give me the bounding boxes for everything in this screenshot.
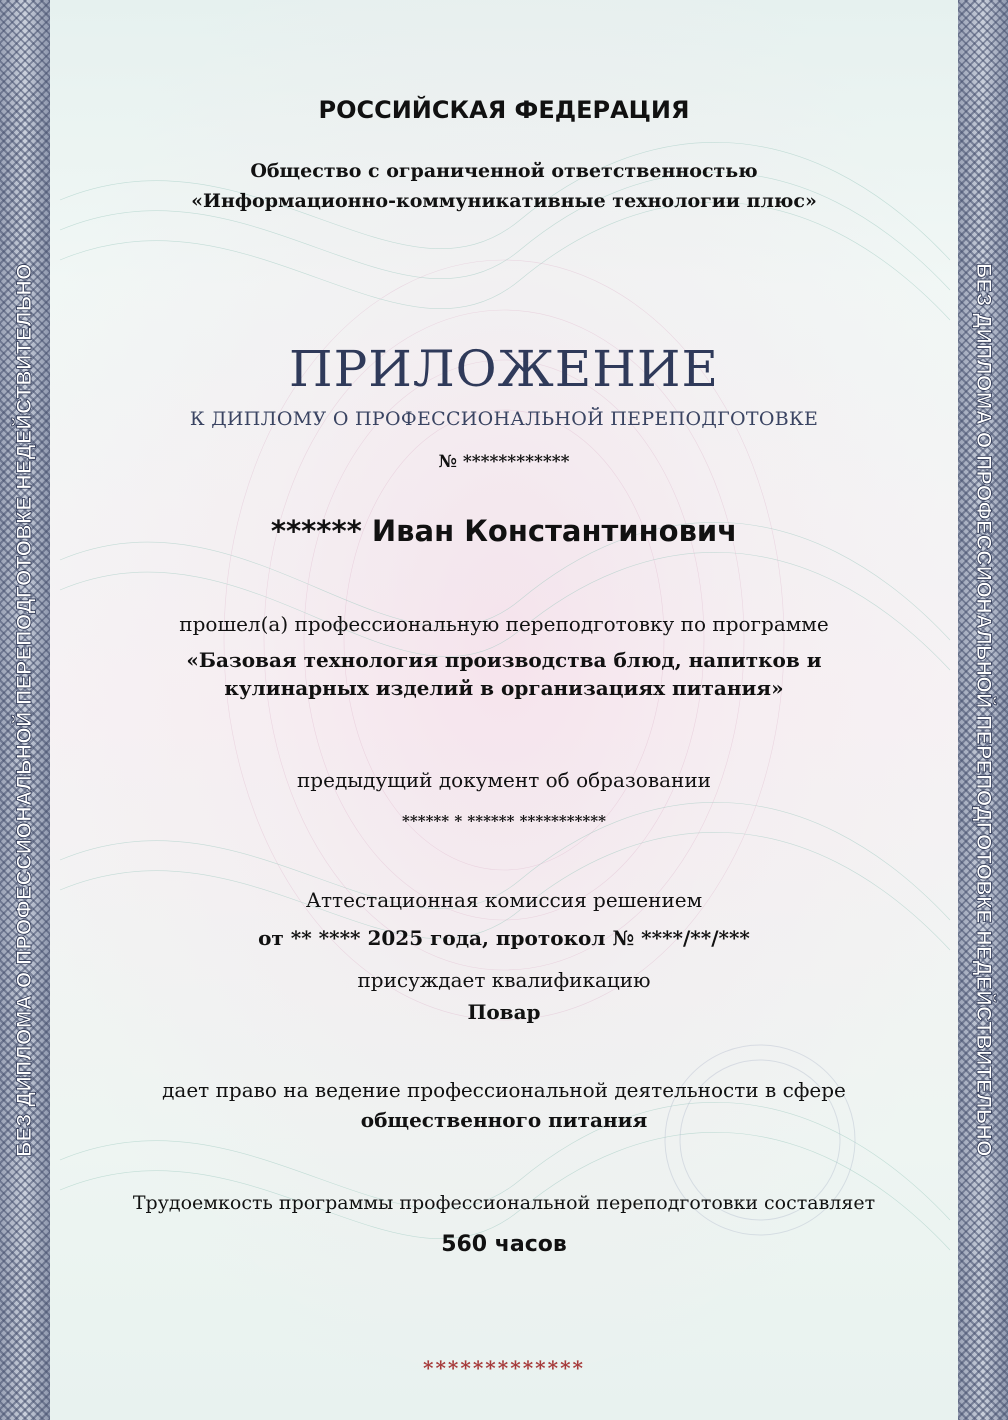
program-name-line-2: кулинарных изделий в организациях питания» <box>224 676 784 700</box>
holder-full-name: ****** Иван Константинович <box>270 514 738 548</box>
rights-label: дает право на ведение профессиональной деятельности в сфере <box>162 1078 846 1102</box>
awards-qualification-label: присуждает квалификацию <box>357 968 651 992</box>
previous-document-value: ****** * ****** *********** <box>402 812 606 830</box>
document-subtitle: К ДИПЛОМУ О ПРОФЕССИОНАЛЬНОЙ ПЕРЕПОДГОТОВКЕ <box>189 408 819 430</box>
labor-hours: 560 часов <box>441 1232 567 1257</box>
organization-line-1: Общество с ограниченной ответственностью <box>250 160 758 182</box>
organization-line-2: «Информационно-коммуникативные технологии плюс» <box>191 190 817 212</box>
commission-decision: от ** **** 2025 года, протокол № ****/**/*** <box>258 926 750 950</box>
document-content <box>60 0 948 1420</box>
country-heading: РОССИЙСКАЯ ФЕДЕРАЦИЯ <box>318 96 690 124</box>
left-border-text: БЕЗ ДИПЛОМА О ПРОФЕССИОНАЛЬНОЙ ПЕРЕПОДГОТОВКЕ НЕДЕЙСТВИТЕЛЬНО <box>13 263 36 1157</box>
commission-label: Аттестационная комиссия решением <box>305 888 703 912</box>
document-number: № ************ <box>438 452 570 472</box>
labor-intensity-label: Трудоемкость программы профессиональной переподготовки составляет <box>132 1192 876 1214</box>
previous-document-label: предыдущий документ об образовании <box>296 768 712 792</box>
rights-sphere: общественного питания <box>360 1108 648 1132</box>
passed-training-text: прошел(а) профессиональную переподготовку по программе <box>179 612 829 636</box>
left-security-border <box>0 0 50 1420</box>
right-security-border <box>958 0 1008 1420</box>
right-border-text: БЕЗ ДИПЛОМА О ПРОФЕССИОНАЛЬНОЙ ПЕРЕПОДГОТОВКЕ НЕДЕЙСТВИТЕЛЬНО <box>972 263 995 1157</box>
serial-number: ************* <box>423 1356 585 1380</box>
program-name-line-1: «Базовая технология производства блюд, напитков и <box>186 648 822 672</box>
document-title: ПРИЛОЖЕНИЕ <box>289 340 719 398</box>
qualification-value: Повар <box>467 1000 541 1024</box>
